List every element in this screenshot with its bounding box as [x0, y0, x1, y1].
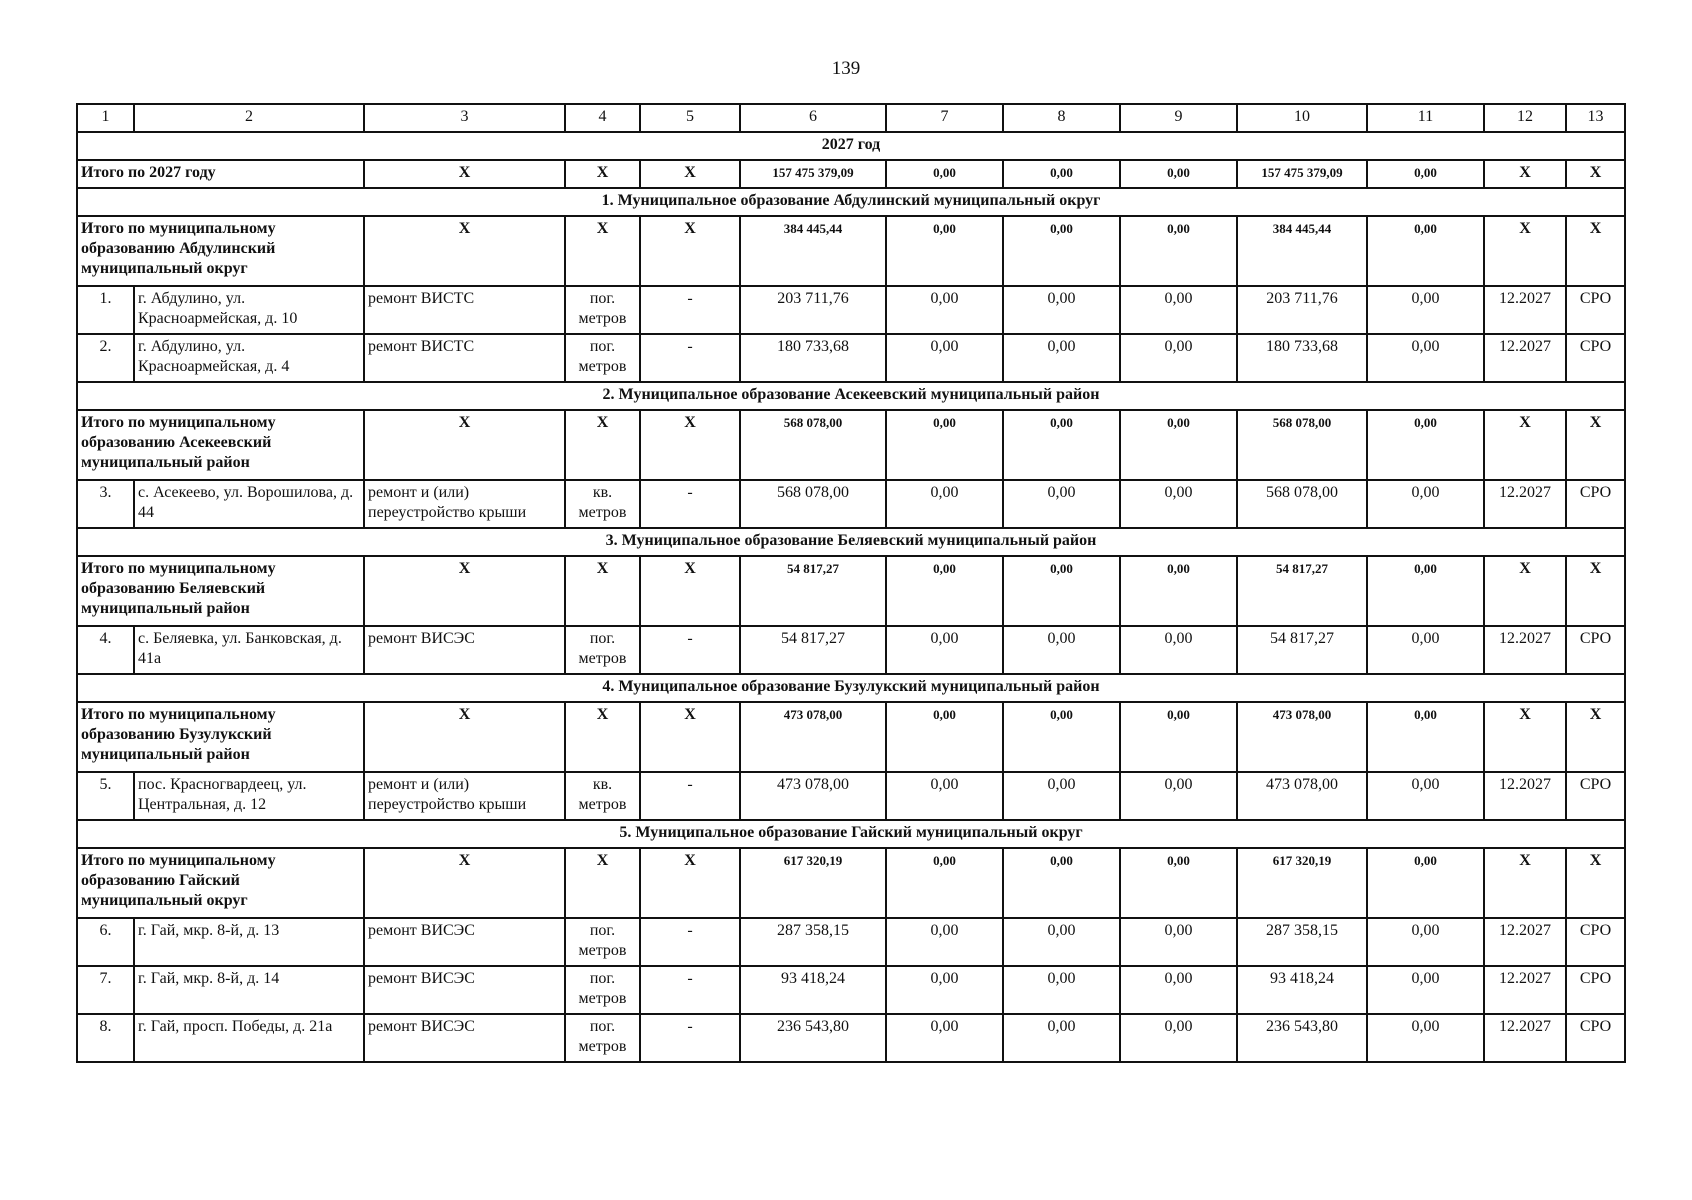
value-cell: 12.2027	[1484, 626, 1566, 674]
work-type-cell: ремонт ВИСЭС	[364, 966, 565, 1014]
work-type-cell: ремонт ВИСТС	[364, 334, 565, 382]
subtotal-cell: X	[640, 848, 740, 918]
table-row	[77, 480, 1625, 528]
value-cell: 568 078,00	[1237, 480, 1367, 528]
value-cell: СРО	[1566, 1014, 1625, 1062]
subtotal-cell: X	[640, 556, 740, 626]
column-number-row	[77, 104, 1625, 132]
section-title-row	[77, 382, 1625, 410]
subtotal-cell: 0,00	[886, 410, 1003, 480]
value-cell: 12.2027	[1484, 1014, 1566, 1062]
column-number: 6	[740, 104, 886, 132]
subtotal-cell: X	[1566, 556, 1625, 626]
address-cell: г. Гай, мкр. 8-й, д. 13	[134, 918, 364, 966]
subtotal-cell: X	[565, 216, 640, 286]
page-number: 139	[831, 58, 861, 79]
subtotal-cell: 0,00	[886, 702, 1003, 772]
value-cell: 0,00	[1120, 772, 1237, 820]
subtotal-label: Итого по муниципальному образованию Асекеевский муниципальный район	[77, 410, 364, 480]
section-subtotal-row	[77, 410, 1625, 480]
table-row	[77, 334, 1625, 382]
column-number: 10	[1237, 104, 1367, 132]
subtotal-cell: X	[364, 216, 565, 286]
row-number: 4.	[77, 626, 134, 674]
subtotal-label: Итого по муниципальному образованию Бузулукский муниципальный район	[77, 702, 364, 772]
address-cell: г. Абдулино, ул. Красноармейская, д. 4	[134, 334, 364, 382]
value-cell: 12.2027	[1484, 772, 1566, 820]
subtotal-cell: 0,00	[1120, 848, 1237, 918]
address-cell: г. Гай, просп. Победы, д. 21а	[134, 1014, 364, 1062]
subtotal-cell: 54 817,27	[1237, 556, 1367, 626]
address-cell: г. Гай, мкр. 8-й, д. 14	[134, 966, 364, 1014]
value-cell: 0,00	[1003, 480, 1120, 528]
column-number: 3	[364, 104, 565, 132]
table-row	[77, 918, 1625, 966]
total-cell: 0,00	[1367, 160, 1484, 188]
work-type-cell: ремонт ВИСЭС	[364, 1014, 565, 1062]
value-cell: 0,00	[886, 772, 1003, 820]
subtotal-cell: 384 445,44	[740, 216, 886, 286]
value-cell: 93 418,24	[740, 966, 886, 1014]
total-cell: 157 475 379,09	[740, 160, 886, 188]
value-cell: 0,00	[1367, 918, 1484, 966]
subtotal-cell: 0,00	[1367, 216, 1484, 286]
year-total-label: Итого по 2027 году	[77, 160, 364, 188]
total-cell: 0,00	[1003, 160, 1120, 188]
subtotal-cell: X	[565, 410, 640, 480]
subtotal-cell: X	[1484, 556, 1566, 626]
value-cell: 203 711,76	[740, 286, 886, 334]
value-cell: 287 358,15	[1237, 918, 1367, 966]
table-body	[77, 104, 1625, 1062]
work-type-cell: ремонт ВИСЭС	[364, 918, 565, 966]
section-title: 2. Муниципальное образование Асекеевский муниципальный район	[77, 382, 1625, 410]
table-row	[77, 772, 1625, 820]
value-cell: 54 817,27	[740, 626, 886, 674]
unit-cell: пог. метров	[565, 966, 640, 1014]
subtotal-cell: 0,00	[1120, 702, 1237, 772]
value-cell: 0,00	[1120, 480, 1237, 528]
subtotal-cell: 0,00	[1003, 848, 1120, 918]
total-cell: 0,00	[1120, 160, 1237, 188]
subtotal-cell: X	[1484, 848, 1566, 918]
subtotal-cell: X	[364, 848, 565, 918]
subtotal-cell: 0,00	[1367, 556, 1484, 626]
section-subtotal-row	[77, 848, 1625, 918]
subtotal-cell: 617 320,19	[740, 848, 886, 918]
table-row	[77, 1014, 1625, 1062]
value-cell: 180 733,68	[1237, 334, 1367, 382]
column-number: 8	[1003, 104, 1120, 132]
value-cell: 568 078,00	[740, 480, 886, 528]
value-cell: 0,00	[886, 626, 1003, 674]
value-cell: 0,00	[1367, 480, 1484, 528]
value-cell: -	[640, 480, 740, 528]
section-subtotal-row	[77, 556, 1625, 626]
subtotal-cell: X	[640, 410, 740, 480]
value-cell: 0,00	[1003, 286, 1120, 334]
section-subtotal-row	[77, 702, 1625, 772]
value-cell: 0,00	[1120, 286, 1237, 334]
subtotal-cell: 0,00	[1003, 702, 1120, 772]
value-cell: 0,00	[1367, 286, 1484, 334]
value-cell: 12.2027	[1484, 334, 1566, 382]
section-title-row	[77, 820, 1625, 848]
subtotal-cell: X	[364, 556, 565, 626]
unit-cell: пог. метров	[565, 286, 640, 334]
value-cell: -	[640, 1014, 740, 1062]
subtotal-cell: X	[1484, 410, 1566, 480]
unit-cell: кв. метров	[565, 772, 640, 820]
value-cell: 0,00	[1367, 334, 1484, 382]
row-number: 8.	[77, 1014, 134, 1062]
value-cell: 287 358,15	[740, 918, 886, 966]
value-cell: 0,00	[1367, 772, 1484, 820]
subtotal-cell: X	[364, 410, 565, 480]
value-cell: 236 543,80	[740, 1014, 886, 1062]
value-cell: -	[640, 334, 740, 382]
subtotal-cell: X	[640, 216, 740, 286]
subtotal-label: Итого по муниципальному образованию Абдулинский муниципальный округ	[77, 216, 364, 286]
value-cell: 473 078,00	[1237, 772, 1367, 820]
subtotal-label: Итого по муниципальному образованию Беляевский муниципальный район	[77, 556, 364, 626]
value-cell: 203 711,76	[1237, 286, 1367, 334]
value-cell: 93 418,24	[1237, 966, 1367, 1014]
value-cell: 0,00	[1003, 1014, 1120, 1062]
value-cell: 0,00	[1367, 966, 1484, 1014]
subtotal-cell: X	[640, 702, 740, 772]
subtotal-cell: 384 445,44	[1237, 216, 1367, 286]
total-cell: X	[364, 160, 565, 188]
total-cell: X	[1566, 160, 1625, 188]
column-number: 12	[1484, 104, 1566, 132]
unit-cell: пог. метров	[565, 918, 640, 966]
section-title: 1. Муниципальное образование Абдулинский муниципальный округ	[77, 188, 1625, 216]
value-cell: 0,00	[1003, 772, 1120, 820]
row-number: 2.	[77, 334, 134, 382]
subtotal-cell: 0,00	[1003, 410, 1120, 480]
value-cell: 0,00	[886, 286, 1003, 334]
subtotal-cell: 54 817,27	[740, 556, 886, 626]
row-number: 6.	[77, 918, 134, 966]
value-cell: 0,00	[1367, 1014, 1484, 1062]
value-cell: 12.2027	[1484, 918, 1566, 966]
column-number: 4	[565, 104, 640, 132]
subtotal-cell: X	[1566, 410, 1625, 480]
total-cell: 157 475 379,09	[1237, 160, 1367, 188]
subtotal-cell: X	[1484, 702, 1566, 772]
row-number: 3.	[77, 480, 134, 528]
row-number: 5.	[77, 772, 134, 820]
value-cell: СРО	[1566, 334, 1625, 382]
column-number: 1	[77, 104, 134, 132]
table-row	[77, 626, 1625, 674]
value-cell: 12.2027	[1484, 286, 1566, 334]
value-cell: 0,00	[886, 480, 1003, 528]
total-cell: X	[565, 160, 640, 188]
section-title: 4. Муниципальное образование Бузулукский муниципальный район	[77, 674, 1625, 702]
subtotal-cell: 473 078,00	[740, 702, 886, 772]
subtotal-cell: 568 078,00	[740, 410, 886, 480]
subtotal-cell: 0,00	[1367, 702, 1484, 772]
subtotal-cell: X	[364, 702, 565, 772]
subtotal-cell: 0,00	[1367, 410, 1484, 480]
subtotal-cell: 0,00	[1003, 216, 1120, 286]
subtotal-cell: X	[1484, 216, 1566, 286]
value-cell: 12.2027	[1484, 966, 1566, 1014]
subtotal-cell: 0,00	[886, 848, 1003, 918]
column-number: 5	[640, 104, 740, 132]
value-cell: -	[640, 966, 740, 1014]
column-number: 11	[1367, 104, 1484, 132]
subtotal-cell: X	[1566, 848, 1625, 918]
value-cell: 0,00	[1003, 918, 1120, 966]
subtotal-cell: X	[1566, 702, 1625, 772]
subtotal-cell: X	[565, 848, 640, 918]
subtotal-cell: X	[1566, 216, 1625, 286]
column-number: 13	[1566, 104, 1625, 132]
column-number: 9	[1120, 104, 1237, 132]
subtotal-cell: 0,00	[1367, 848, 1484, 918]
value-cell: -	[640, 626, 740, 674]
column-number: 2	[134, 104, 364, 132]
unit-cell: пог. метров	[565, 334, 640, 382]
value-cell: 0,00	[1003, 334, 1120, 382]
unit-cell: пог. метров	[565, 626, 640, 674]
value-cell: 0,00	[1120, 1014, 1237, 1062]
value-cell: 0,00	[886, 966, 1003, 1014]
value-cell: 0,00	[1120, 918, 1237, 966]
value-cell: 180 733,68	[740, 334, 886, 382]
value-cell: 0,00	[1003, 966, 1120, 1014]
subtotal-label: Итого по муниципальному образованию Гайский муниципальный округ	[77, 848, 364, 918]
year-label: 2027 год	[77, 132, 1625, 160]
work-type-cell: ремонт ВИСЭС	[364, 626, 565, 674]
work-type-cell: ремонт ВИСТС	[364, 286, 565, 334]
repair-schedule-table	[76, 103, 1626, 1063]
subtotal-cell: 0,00	[1003, 556, 1120, 626]
year-total-row	[77, 160, 1625, 188]
column-number: 7	[886, 104, 1003, 132]
year-row	[77, 132, 1625, 160]
value-cell: 0,00	[886, 1014, 1003, 1062]
value-cell: 0,00	[1120, 334, 1237, 382]
table-row	[77, 286, 1625, 334]
value-cell: 236 543,80	[1237, 1014, 1367, 1062]
value-cell: СРО	[1566, 480, 1625, 528]
unit-cell: пог. метров	[565, 1014, 640, 1062]
subtotal-cell: 0,00	[1120, 556, 1237, 626]
subtotal-cell: 568 078,00	[1237, 410, 1367, 480]
value-cell: -	[640, 286, 740, 334]
row-number: 7.	[77, 966, 134, 1014]
table-row	[77, 966, 1625, 1014]
subtotal-cell: 617 320,19	[1237, 848, 1367, 918]
work-type-cell: ремонт и (или) переустройство крыши	[364, 772, 565, 820]
value-cell: -	[640, 772, 740, 820]
row-number: 1.	[77, 286, 134, 334]
subtotal-cell: 0,00	[886, 216, 1003, 286]
value-cell: 0,00	[1003, 626, 1120, 674]
value-cell: СРО	[1566, 626, 1625, 674]
address-cell: с. Беляевка, ул. Банковская, д. 41а	[134, 626, 364, 674]
subtotal-cell: 0,00	[1120, 410, 1237, 480]
work-type-cell: ремонт и (или) переустройство крыши	[364, 480, 565, 528]
value-cell: 12.2027	[1484, 480, 1566, 528]
address-cell: г. Абдулино, ул. Красноармейская, д. 10	[134, 286, 364, 334]
subtotal-cell: 473 078,00	[1237, 702, 1367, 772]
address-cell: с. Асекеево, ул. Ворошилова, д. 44	[134, 480, 364, 528]
value-cell: 473 078,00	[740, 772, 886, 820]
value-cell: 0,00	[886, 334, 1003, 382]
subtotal-cell: X	[565, 702, 640, 772]
value-cell: 0,00	[886, 918, 1003, 966]
value-cell: 54 817,27	[1237, 626, 1367, 674]
value-cell: СРО	[1566, 966, 1625, 1014]
section-title-row	[77, 528, 1625, 556]
subtotal-cell: 0,00	[1120, 216, 1237, 286]
section-title: 5. Муниципальное образование Гайский муниципальный округ	[77, 820, 1625, 848]
value-cell: -	[640, 918, 740, 966]
value-cell: 0,00	[1120, 966, 1237, 1014]
unit-cell: кв. метров	[565, 480, 640, 528]
section-title: 3. Муниципальное образование Беляевский муниципальный район	[77, 528, 1625, 556]
value-cell: СРО	[1566, 772, 1625, 820]
value-cell: СРО	[1566, 286, 1625, 334]
address-cell: пос. Красногвардеец, ул. Центральная, д. 12	[134, 772, 364, 820]
section-title-row	[77, 674, 1625, 702]
subtotal-cell: 0,00	[886, 556, 1003, 626]
total-cell: 0,00	[886, 160, 1003, 188]
value-cell: СРО	[1566, 918, 1625, 966]
section-title-row	[77, 188, 1625, 216]
value-cell: 0,00	[1367, 626, 1484, 674]
total-cell: X	[1484, 160, 1566, 188]
value-cell: 0,00	[1120, 626, 1237, 674]
subtotal-cell: X	[565, 556, 640, 626]
total-cell: X	[640, 160, 740, 188]
section-subtotal-row	[77, 216, 1625, 286]
